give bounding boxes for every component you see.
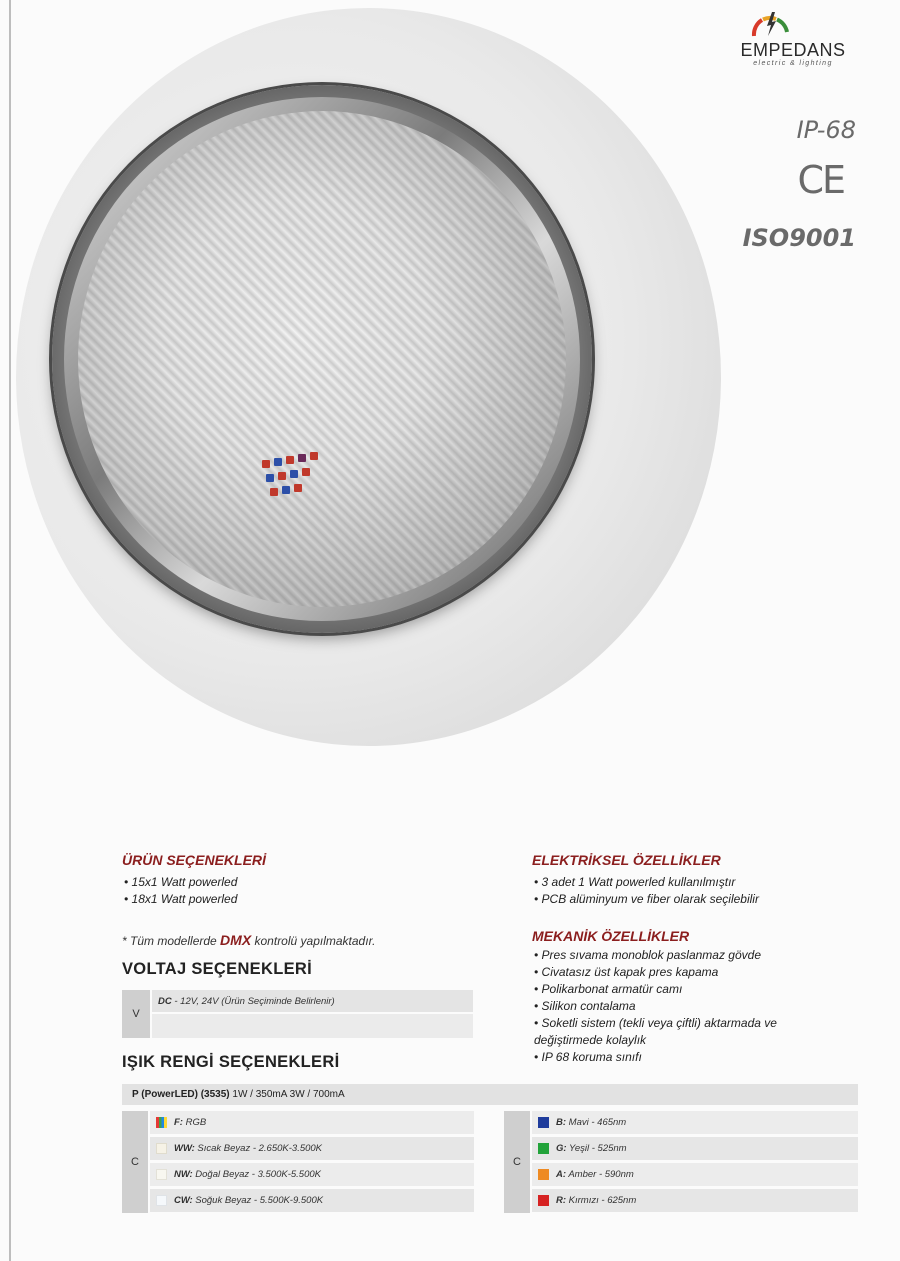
- powerled-value: 1W / 350mA 3W / 700mA: [229, 1089, 345, 1100]
- dmx-note: [122, 932, 375, 948]
- color-code: C: [122, 1111, 148, 1213]
- color-option-label: Kırmızı - 625nm: [566, 1195, 637, 1206]
- color-option-row: [150, 1111, 474, 1134]
- color-option-row: [150, 1189, 474, 1212]
- color-options-table-left: [122, 1111, 474, 1213]
- voltage-code: V: [122, 990, 150, 1038]
- color-option-code: F:: [174, 1117, 183, 1128]
- color-option-row: [532, 1189, 858, 1212]
- note-dmx-highlight: DMX: [220, 932, 252, 948]
- color-option-row: [150, 1137, 474, 1160]
- mechanical-specs-title: MEKANİK ÖZELLİKLER: [532, 928, 690, 944]
- rgb-swatch: [156, 1117, 167, 1128]
- brand-name: EMPEDANS: [740, 40, 846, 60]
- note-prefix: * Tüm modellerde: [122, 934, 221, 948]
- color-option-label: Soğuk Beyaz - 5.500K-9.500K: [192, 1195, 324, 1206]
- list-item: • IP 68 koruma sınıfı: [534, 1049, 824, 1066]
- color-option-label: Sıcak Beyaz - 2.650K-3.500K: [194, 1143, 323, 1154]
- color-swatch: [538, 1195, 549, 1206]
- list-item: • PCB alüminyum ve fiber olarak seçilebilir: [534, 891, 759, 908]
- brand-logo-icon: [750, 10, 792, 38]
- color-swatch: [538, 1143, 549, 1154]
- brand-tagline: electric & lighting: [753, 60, 833, 67]
- color-option-code: WW:: [174, 1143, 195, 1154]
- color-option-code: CW:: [174, 1195, 193, 1206]
- note-suffix: kontrolü yapılmaktadır.: [251, 934, 376, 948]
- mechanical-specs-list: [534, 947, 824, 1066]
- list-item: • Soketli sistem (tekli veya çiftli) aktarmada ve değiştirmede kolaylık: [534, 1015, 824, 1049]
- color-option-row: [532, 1111, 858, 1134]
- powerled-label: P (PowerLED) (3535): [132, 1089, 230, 1100]
- ip-rating-badge: IP-68: [796, 116, 856, 144]
- list-item: • 18x1 Watt powerled: [124, 891, 237, 908]
- voltage-table: [122, 990, 473, 1038]
- list-item: • Polikarbonat armatür camı: [534, 981, 824, 998]
- color-swatch: [156, 1195, 167, 1206]
- color-option-row: [532, 1137, 858, 1160]
- color-option-code: A:: [556, 1169, 567, 1180]
- color-option-code: R:: [556, 1195, 567, 1206]
- voltage-row-empty: [152, 1014, 473, 1038]
- color-option-row: [150, 1163, 474, 1186]
- voltage-row: [152, 990, 473, 1012]
- electrical-specs-title: ELEKTRİKSEL ÖZELLİKLER: [532, 852, 721, 868]
- color-swatch: [538, 1117, 549, 1128]
- color-option-label: Doğal Beyaz - 3.500K-5.500K: [192, 1169, 321, 1180]
- lamp-rgb-leds: [262, 452, 332, 500]
- voltage-options-title: VOLTAJ SEÇENEKLERİ: [122, 960, 312, 978]
- ce-mark: CE: [797, 158, 844, 202]
- color-option-row: [532, 1163, 858, 1186]
- color-options-table-right: [504, 1111, 858, 1213]
- color-swatch: [156, 1143, 167, 1154]
- color-option-code: G:: [556, 1143, 567, 1154]
- list-item: • 3 adet 1 Watt powerled kullanılmıştır: [534, 874, 759, 891]
- color-option-code: B:: [556, 1117, 567, 1128]
- product-options-list: [124, 874, 237, 908]
- list-item: • Civatasız üst kapak pres kapama: [534, 964, 824, 981]
- color-option-code: NW:: [174, 1169, 193, 1180]
- lamp-lens: [78, 111, 566, 607]
- iso-badge: ISO9001: [742, 224, 856, 252]
- voltage-row-label: DC: [158, 996, 172, 1007]
- color-swatch: [538, 1169, 549, 1180]
- color-option-label: Amber - 590nm: [566, 1169, 634, 1180]
- product-options-title: ÜRÜN SEÇENEKLERİ: [122, 852, 266, 868]
- color-option-label: RGB: [182, 1117, 207, 1128]
- electrical-specs-list: [534, 874, 759, 908]
- voltage-row-value: - 12V, 24V (Ürün Seçiminde Belirlenir): [171, 996, 335, 1007]
- list-item: • Pres sıvama monoblok paslanmaz gövde: [534, 947, 824, 964]
- page-edge-rule: [9, 0, 11, 1261]
- list-item: • 15x1 Watt powerled: [124, 874, 237, 891]
- color-swatch: [156, 1169, 167, 1180]
- color-option-label: Yeşil - 525nm: [566, 1143, 627, 1154]
- list-item: • Silikon contalama: [534, 998, 824, 1015]
- color-code: C: [504, 1111, 530, 1213]
- powerled-spec-bar: [122, 1084, 858, 1105]
- light-color-title: IŞIK RENGİ SEÇENEKLERİ: [122, 1053, 340, 1071]
- color-option-label: Mavi - 465nm: [566, 1117, 627, 1128]
